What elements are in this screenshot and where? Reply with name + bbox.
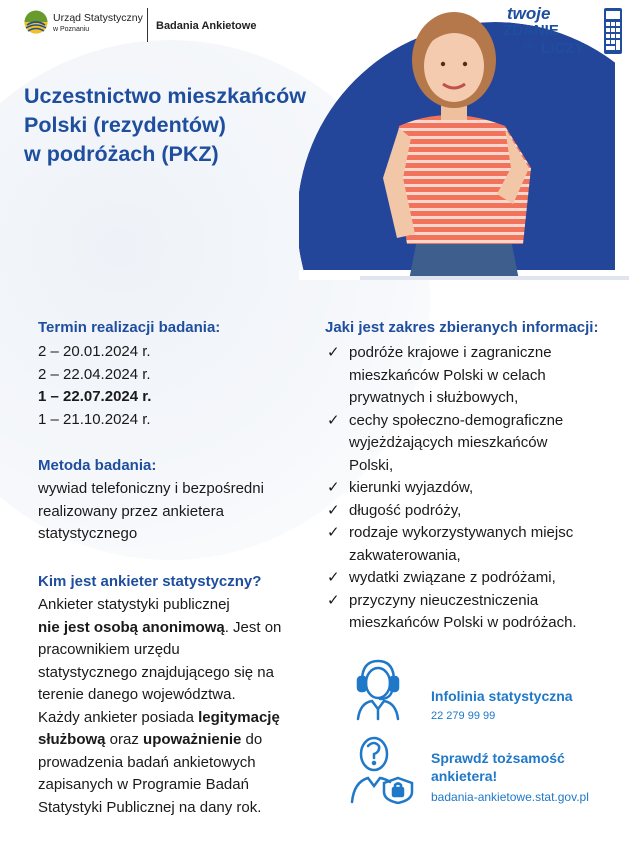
ankieter-bold-anonim: nie jest osobą anonimową <box>38 618 225 636</box>
list-item-line: podróże krajowe i zagraniczne <box>349 344 552 361</box>
list-item <box>325 410 577 478</box>
title-line-2: Polski (rezydentów) <box>24 113 226 137</box>
ankieter-line-7-do: do <box>241 731 263 748</box>
list-item-line: Polski, <box>349 456 394 474</box>
list-item-line: mieszkańców Polski w celach <box>349 366 546 384</box>
termin-date-1: 2 – 20.01.2024 r. <box>38 343 151 360</box>
list-item-line: wyjeżdżających mieszkańców <box>349 434 548 451</box>
list-item <box>325 500 577 523</box>
ankieter-bold-sluzbowa: służbową <box>38 731 106 748</box>
verify-title-line-1: Sprawdź tożsamość <box>431 750 565 766</box>
headset-operator-icon <box>352 655 404 721</box>
ankieter-line-6-text: Każdy ankieter posiada <box>38 708 199 726</box>
ankieter-text <box>38 594 281 819</box>
calculator-icon <box>603 6 623 56</box>
title-line-3: w podróżach (PKZ) <box>24 142 219 166</box>
check-icon: ✓ <box>327 501 340 519</box>
ankieter-line-2-rest: . Jest on <box>224 618 282 636</box>
ankieter-section <box>38 572 281 819</box>
ankieter-line-7-oraz: oraz <box>105 731 144 748</box>
check-icon: ✓ <box>327 411 340 429</box>
right-column <box>325 318 625 631</box>
ankieter-line-7 <box>38 729 281 752</box>
ankieter-bold-upowaznienie: upoważnienie <box>143 731 242 748</box>
check-icon: ✓ <box>327 479 340 496</box>
list-item-line: kierunki wyjazdów, <box>349 479 474 496</box>
list-item-line: prywatnych i służbowych, <box>349 389 519 406</box>
verify-url-link[interactable]: badania-ankietowe.stat.gov.pl <box>431 790 589 804</box>
header <box>0 0 629 60</box>
ankieter-line-9: zapisanych w Programie Badań <box>38 776 249 793</box>
termin-dates <box>38 341 220 431</box>
hero-underline <box>360 276 629 280</box>
list-item-line: cechy społeczno-demograficzne <box>349 411 564 429</box>
list-item-line: długość podróży, <box>349 501 462 519</box>
org-name: Urząd Statystyczny <box>53 12 143 24</box>
termin-section <box>38 318 220 431</box>
list-item <box>325 477 577 500</box>
ankieter-line-2 <box>38 617 281 640</box>
metoda-line-1: wywiad telefoniczny i bezpośredni <box>38 480 264 497</box>
hotline-number[interactable]: 22 279 99 99 <box>431 710 496 722</box>
check-icon: ✓ <box>327 524 340 541</box>
list-item-line: przyczyny nieuczestniczenia <box>349 591 539 609</box>
metoda-text <box>38 478 264 546</box>
hotline-title: Infolinia statystyczna <box>431 688 573 704</box>
metoda-section <box>38 456 264 546</box>
title-line-1: Uczestnictwo mieszkańców <box>24 84 306 108</box>
campaign-sie: się <box>523 40 535 50</box>
metoda-line-2: realizowany przez ankietera <box>38 502 224 520</box>
check-icon: ✓ <box>327 569 340 586</box>
list-item <box>325 342 577 410</box>
ankieter-bold-legitymacja: legitymację <box>198 708 280 726</box>
list-item-line: zakwaterowania, <box>349 546 461 564</box>
ankieter-line-8: prowadzenia badań ankietowych <box>38 753 256 771</box>
header-divider <box>147 8 148 42</box>
metoda-heading: Metoda badania: <box>38 457 157 474</box>
section-name: Badania Ankietowe <box>156 20 257 32</box>
metoda-line-3: statystycznego <box>38 525 138 542</box>
termin-date-4: 1 – 21.10.2024 r. <box>38 410 151 428</box>
verify-title-line-2: ankietera! <box>431 768 498 784</box>
termin-date-2: 2 – 22.04.2024 r. <box>38 365 151 383</box>
ankieter-line-3: pracownikiem urzędu <box>38 641 180 658</box>
zakres-list <box>325 342 577 635</box>
gus-logo-icon <box>24 10 48 34</box>
list-item-line: mieszkańców Polski w podróżach. <box>349 614 577 631</box>
zakres-heading: Jaki jest zakres zbieranych informacji: <box>325 319 599 336</box>
verify-identity-icon <box>348 732 418 804</box>
campaign-liczy: LICZY <box>541 40 585 57</box>
ankieter-line-4: statystycznego znajdującego się na <box>38 663 274 681</box>
check-icon: ✓ <box>327 344 340 361</box>
ankieter-line-5: terenie danego województwa. <box>38 686 236 703</box>
org-city: w Poznaniu <box>53 26 90 33</box>
ankieter-line-10: Statystyki Publicznej na dany rok. <box>38 798 262 816</box>
list-item <box>325 567 577 590</box>
termin-heading: Termin realizacji badania: <box>38 319 221 336</box>
campaign-twoje: twoje <box>507 4 551 23</box>
campaign-logo <box>503 4 623 60</box>
check-icon: ✓ <box>327 591 340 609</box>
termin-date-3: 1 – 22.07.2024 r. <box>38 388 152 405</box>
campaign-zdanie: ZDANIE <box>503 22 559 39</box>
page-title <box>24 82 314 169</box>
list-item-line: rodzaje wykorzystywanych miejsc <box>349 524 574 541</box>
list-item <box>325 590 577 635</box>
ankieter-heading: Kim jest ankieter statystyczny? <box>38 573 262 590</box>
list-item <box>325 522 577 567</box>
list-item-line: wydatki związane z podróżami, <box>349 569 556 586</box>
ankieter-line-6 <box>38 707 281 730</box>
ankieter-line-1: Ankieter statystyki publicznej <box>38 596 230 613</box>
